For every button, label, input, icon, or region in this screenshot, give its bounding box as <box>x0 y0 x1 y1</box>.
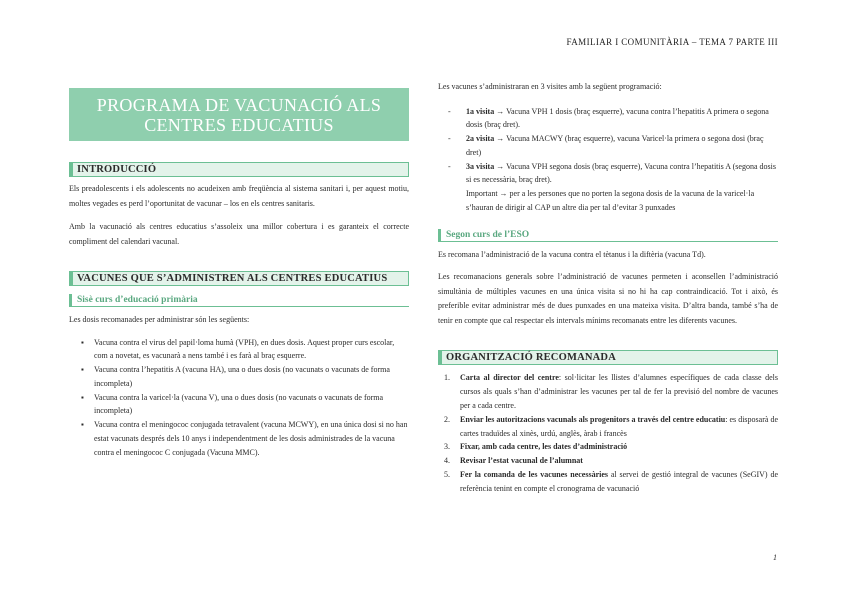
right-column <box>438 80 778 496</box>
document-title: PROGRAMA DE VACUNACIÓ ALS CENTRES EDUCATIUS <box>69 88 409 141</box>
visits-list <box>438 105 778 215</box>
org-item-title: Enviar les autoritzacions vacunals als progenitors a través del centre educatiu <box>460 414 726 424</box>
list-item: 4. Revisar l’estat vacunal de l’alumnat <box>444 456 583 466</box>
org-item-title: Fer la comanda de les vacunes necessàries <box>460 469 609 479</box>
visit-label: 1a visita <box>466 106 495 116</box>
arrow-icon: → <box>496 134 505 144</box>
list-item: - 1a visita → Vacuna VPH 1 dosis (braç esquerre), vacuna contra l’hepatitis A primera o segona dosis (braç dret). <box>448 106 769 130</box>
important-text: per a les persones que no porten la segona dosis de la vacuna de la varicel·la s’hauran de dirigir al CAP un altre dia per tal d’evitar 3 punxades <box>466 189 755 213</box>
section-heading-vacunes: VACUNES QUE S’ADMINISTREN ALS CENTRES EDUCATIUS <box>69 271 409 286</box>
page-number: 1 <box>773 553 777 562</box>
list-item: - 2a visita → Vacuna MACWY (braç esquerre), vacuna Varicel·la primera o segona dosi (braç dret) <box>448 134 764 157</box>
arrow-icon: → <box>496 161 505 171</box>
section-heading-introduccio: INTRODUCCIÓ <box>69 162 409 177</box>
org-item-text: : es disposarà de cartes traduïdes al xinès, urdú, anglès, àrab i francès <box>460 414 779 438</box>
list-item: 3. Fixar, amb cada centre, les dates d’administració <box>444 442 628 452</box>
list-item: ▪ Vacuna contra la varicel·la (vacuna V), una o dues dosis (no vacunats o vacunats de forma incompleta) <box>69 391 409 419</box>
vaccine-bullet-list <box>69 336 409 460</box>
visits-intro: Les vacunes s’administraran en 3 visites amb la següent programació: <box>438 82 662 91</box>
org-item-title: Fixar, amb cada centre, les dates d’administració <box>460 442 628 452</box>
visit-text: Vacuna VPH 1 dosis (braç esquerre), vacuna contra l’hepatitis A primera o segona dosis (braç dret). <box>466 106 769 130</box>
left-column <box>69 80 409 460</box>
visit-text: Vacuna VPH segona dosis (braç esquerre), Vacuna contra l’hepatitis A (segona dosis si es necessària, braç dret). <box>466 161 776 185</box>
org-item-title: Revisar l’estat vacunal de l’alumnat <box>460 456 583 466</box>
organization-list <box>438 371 778 495</box>
eso-paragraph-1: Es recomana l’administració de la vacuna contra el tètanus i la diftèria (vacuna Td). <box>438 249 706 259</box>
subheading-sise-curs: Sisè curs d’educació primària <box>69 294 409 307</box>
intro-paragraph-1: Els preadolescents i els adolescents no acudeixen amb freqüència al sistema sanitari i, per aquest motiu, moltes vegades es perd l’oportunitat de vacunar – los en els centres sanitaris. <box>69 184 409 208</box>
visit-text: Vacuna MACWY (braç esquerre), vacuna Varicel·la primera o segona dosi (braç dret) <box>466 134 764 157</box>
list-item: 1. Carta al director del centre: sol·licitar les llistes d’alumnes específiques de cada classe dels cursos als quals s’han d’administrar les vacunes per tal de fer la previsió del nombre de vacunes per a cada centre. <box>444 373 778 410</box>
list-item: - 3a visita → Vacuna VPH segona dosis (braç esquerre), Vacuna contra l’hepatitis A (segona dosis si es necessària, braç dret). <box>448 161 776 185</box>
visit-label: 2a visita <box>466 134 495 144</box>
list-item: ▪ Vacuna contra l’hepatitis A (vacuna HA), una o dues dosis (no vacunats o vacunats de forma incompleta) <box>69 363 409 391</box>
section-heading-organitzacio: ORGANITZACIÓ RECOMANADA <box>438 350 778 365</box>
org-item-text: al servei de gestió integral de vacunes (SeGIV) de referència tenint en compte el cronograma de vacunació <box>460 469 778 493</box>
eso-paragraph-2: Les recomanacions generals sobre l’administració de vacunes permeten i aconsellen l’administració simultània de múltiples vacunes en una única visita si no hi ha cap contraindicació. Tot i això, és preferible evitar administrar més de dues punxades en una mateixa visita. D’altra banda, també s’ha de tenir en compte que cal respectar els intervals mínims recomanats entre les diferents vacunes. <box>438 272 778 325</box>
important-label: Important <box>466 189 498 199</box>
list-item: ▪ Vacuna contra el virus del papil·loma humà (VPH), en dues dosis. Aquest proper curs escolar, com a novetat, es vacunarà a nens també i es farà al braç esquerre. <box>69 336 409 364</box>
list-item: 2. Enviar les autoritzacions vacunals als progenitors a través del centre educatiu: es disposarà de cartes traduïdes al xinès, urdú, anglès, àrab i francès <box>444 414 779 438</box>
running-header: FAMILIAR I COMUNITÀRIA – TEMA 7 PARTE III <box>566 37 778 47</box>
important-note <box>438 187 778 215</box>
list-item: 5. Fer la comanda de les vacunes necessàries al servei de gestió integral de vacunes (SeGIV) de referència tenint en compte el cronograma de vacunació <box>444 469 778 493</box>
intro-paragraph-2: Amb la vacunació als centres educatius s’assoleix una millor cobertura i es garanteix el correcte compliment del calendari vacunal. <box>69 222 409 246</box>
list-item: ▪ Vacuna contra el meningococ conjugada tetravalent (vacuna MCWY), en una única dosi si no han estat vacunats després dels 10 anys i independentment de les dosis administrades de la vacuna contra el meningococ C conjugada (Vacuna MMC). <box>69 418 409 459</box>
doses-intro: Les dosis recomanades per administrar són les següents: <box>69 315 250 324</box>
visit-label: 3a visita <box>466 161 495 171</box>
org-item-text: : sol·licitar les llistes d’alumnes específiques de cada classe dels cursos als quals s’han d’administrar les vacunes per tal de fer la previsió del nombre de vacunes per a cada centre. <box>460 373 778 410</box>
arrow-icon: → <box>496 106 505 116</box>
org-item-title: Carta al director del centre <box>460 373 559 383</box>
subheading-segon-eso: Segon curs de l’ESO <box>438 229 778 242</box>
arrow-icon: → <box>499 189 508 199</box>
